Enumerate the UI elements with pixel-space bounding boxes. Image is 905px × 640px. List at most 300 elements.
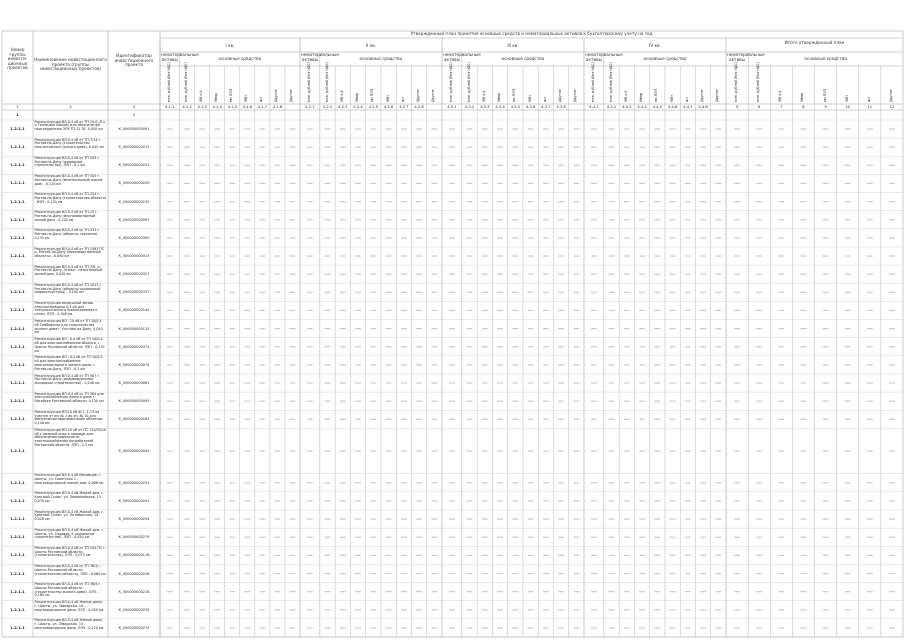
cell-value-mark <box>573 537 579 538</box>
cell-value-mark <box>823 165 829 166</box>
cell-value-mark <box>734 237 740 238</box>
cell-value-mark <box>431 165 437 166</box>
cell-value-mark <box>778 219 784 220</box>
cell-value-mark <box>700 128 706 129</box>
cell-value-mark <box>229 310 235 311</box>
column-number-39: 8 <box>802 104 805 109</box>
cell-value-mark <box>167 401 173 402</box>
cell-value-mark <box>355 274 361 275</box>
cell-value-mark <box>401 128 407 129</box>
cell-value-mark <box>184 609 190 610</box>
cell-value-mark <box>229 555 235 556</box>
cell-value-mark <box>889 573 895 574</box>
cell-value-mark <box>416 555 422 556</box>
cell-value-mark <box>416 401 422 402</box>
cell-value-mark <box>274 219 280 220</box>
cell-value-mark <box>654 482 660 483</box>
column-number-24: 4.3.5 <box>510 104 520 109</box>
cell-value-mark <box>543 255 549 256</box>
cell-value-mark <box>889 419 895 420</box>
cell-value-mark <box>259 346 265 347</box>
cell-value-mark <box>325 609 331 610</box>
cell-value-mark <box>700 591 706 592</box>
cell-value-mark <box>274 237 280 238</box>
cell-value-mark <box>670 346 676 347</box>
row-18-project-id: К_000000000042 <box>118 449 150 454</box>
cell-value-mark <box>778 573 784 574</box>
cell-value-mark <box>370 450 376 451</box>
cell-value-mark <box>889 274 895 275</box>
cell-value-mark <box>654 401 660 402</box>
column-number-37: 6 <box>758 104 761 109</box>
row-3-project-name: Реконструкция ВЛ-0,4 кВ от ТП 343 г. Ростов-на-Дону (жилищное строительство), ЛЭП - 0,1 км <box>34 155 101 168</box>
cell-value-mark <box>845 627 851 628</box>
cell-value-mark <box>340 364 346 365</box>
cell-value-mark <box>325 364 331 365</box>
cell-value-mark <box>845 346 851 347</box>
cell-value-mark <box>639 518 645 519</box>
cell-value-mark <box>889 401 895 402</box>
cell-value-mark <box>214 237 220 238</box>
cell-value-mark <box>244 573 250 574</box>
cell-value-mark <box>244 401 250 402</box>
cell-value-mark <box>467 555 473 556</box>
cell-value-mark <box>199 346 205 347</box>
cell-value-mark <box>867 274 873 275</box>
cell-value-mark <box>274 591 280 592</box>
cell-value-mark <box>639 183 645 184</box>
quarter-1-intangible: нематериальные активы <box>161 52 199 62</box>
column-number-13: 4.2.2 <box>322 104 333 109</box>
cell-value-mark <box>889 482 895 483</box>
cell-value-mark <box>289 310 295 311</box>
cell-value-mark <box>654 292 660 293</box>
column-number-43: 12 <box>889 104 895 109</box>
cell-value-mark <box>325 419 331 420</box>
cell-value-mark <box>609 450 615 451</box>
cell-value-mark <box>609 255 615 256</box>
quarter-4-subcol-9: Другое <box>715 89 720 102</box>
cell-value-mark <box>229 346 235 347</box>
cell-value-mark <box>512 591 518 592</box>
cell-value-mark <box>184 450 190 451</box>
cell-value-mark <box>543 555 549 556</box>
cell-value-mark <box>229 537 235 538</box>
cell-value-mark <box>670 165 676 166</box>
cell-value-mark <box>482 500 488 501</box>
cell-value-mark <box>528 255 534 256</box>
cell-value-mark <box>467 274 473 275</box>
cell-value-mark <box>670 573 676 574</box>
cell-value-mark <box>573 201 579 202</box>
cell-value-mark <box>670 237 676 238</box>
cell-value-mark <box>624 128 630 129</box>
cell-value-mark <box>889 165 895 166</box>
cell-value-mark <box>756 573 762 574</box>
row-13-group: 1.2.1.1 <box>10 344 25 349</box>
cell-value-mark <box>573 555 579 556</box>
cell-value-mark <box>800 201 806 202</box>
cell-value-mark <box>609 328 615 329</box>
cell-value-mark <box>573 482 579 483</box>
cell-value-mark <box>229 450 235 451</box>
cell-value-mark <box>734 183 740 184</box>
cell-value-mark <box>497 500 503 501</box>
cell-value-mark <box>497 346 503 347</box>
quarter-3-subcol-1: млн. рублей (без НДС) <box>448 61 453 102</box>
cell-value-mark <box>289 401 295 402</box>
row-25-group: 1.2.1.1 <box>10 589 25 594</box>
cell-value-mark <box>591 500 597 501</box>
row-0-group: 1 <box>16 112 19 117</box>
cell-value-mark <box>823 382 829 383</box>
cell-value-mark <box>386 328 392 329</box>
cell-value-mark <box>543 518 549 519</box>
cell-value-mark <box>889 609 895 610</box>
cell-value-mark <box>512 627 518 628</box>
cell-value-mark <box>823 518 829 519</box>
cell-value-mark <box>431 255 437 256</box>
quarter-4-subcol-1: млн. рублей (без НДС) <box>590 61 595 102</box>
cell-value-mark <box>449 609 455 610</box>
row-2-group: 1.2.1.1 <box>10 145 25 150</box>
quarter-4-subcol-2: млн. рублей (без НДС) <box>608 61 613 102</box>
cell-value-mark <box>685 147 691 148</box>
row-6-project-name: Реконструкция ВЛ-0,4 кВ от ТП-22 г. Ростов-на-Дону (многоквартирный жилой дом) - 0,120 км <box>34 210 99 222</box>
cell-value-mark <box>756 237 762 238</box>
cell-value-mark <box>244 555 250 556</box>
cell-value-mark <box>867 573 873 574</box>
cell-value-mark <box>184 328 190 329</box>
cell-value-mark <box>184 310 190 311</box>
row-25-project-name: Реконструкция ВЛ-0,4 кВ от ТП 36/4 г. Шахты Ростовской области (строительство жилого дома), ЛЭП - 0,160 км <box>34 582 102 598</box>
cell-value-mark <box>591 627 597 628</box>
cell-value-mark <box>528 382 534 383</box>
quarter-2-subcol-5: км ЛЭП <box>370 88 375 102</box>
cell-value-mark <box>416 450 422 451</box>
cell-value-mark <box>467 128 473 129</box>
row-5-project-id: К_000000000232 <box>118 199 150 204</box>
cell-value-mark <box>340 183 346 184</box>
cell-value-mark <box>573 573 579 574</box>
row-7-project-id: К_000000000300 <box>118 235 150 240</box>
row-22-project-name: Реконструкция ВЛ-0,4 кВ Жилой дом, г. Шахты, ул. Садовая, 8 (жилищное строительство), ЛЭП - 0,050 км <box>34 527 105 540</box>
cell-value-mark <box>800 328 806 329</box>
cell-value-mark <box>591 292 597 293</box>
cell-value-mark <box>229 128 235 129</box>
row-7-group: 1.2.1.1 <box>10 235 25 240</box>
row-12-project-id: К_000000000115 <box>118 326 150 331</box>
cell-value-mark <box>512 609 518 610</box>
cell-value-mark <box>214 310 220 311</box>
cell-value-mark <box>756 450 762 451</box>
cell-value-mark <box>591 573 597 574</box>
cell-value-mark <box>624 346 630 347</box>
cell-value-mark <box>845 573 851 574</box>
cell-value-mark <box>355 364 361 365</box>
cell-value-mark <box>800 555 806 556</box>
cell-value-mark <box>543 419 549 420</box>
cell-value-mark <box>274 328 280 329</box>
cell-value-mark <box>482 401 488 402</box>
cell-value-mark <box>889 537 895 538</box>
cell-value-mark <box>214 419 220 420</box>
cell-value-mark <box>734 482 740 483</box>
cell-value-mark <box>355 500 361 501</box>
cell-value-mark <box>167 274 173 275</box>
cell-value-mark <box>654 346 660 347</box>
cell-value-mark <box>289 591 295 592</box>
cell-value-mark <box>259 537 265 538</box>
cell-value-mark <box>558 401 564 402</box>
row-13-project-id: К_000000000371 <box>118 344 150 349</box>
cell-value-mark <box>778 419 784 420</box>
cell-value-mark <box>685 609 691 610</box>
cell-value-mark <box>325 401 331 402</box>
row-26-project-name: Реконструкция ВЛ-0,4 кВ Жилые дома, г. Шахты, ул. Заводская, 10 - многоквартирные дома, ЛЭП - 0,050 км <box>34 600 104 612</box>
cell-value-mark <box>889 364 895 365</box>
cell-value-mark <box>624 573 630 574</box>
top-banner: Утвержденный план принятия основных средств и нематериальных активов к бухгалтерскому учету на год <box>410 30 653 36</box>
cell-value-mark <box>307 274 313 275</box>
cell-value-mark <box>497 183 503 184</box>
cell-value-mark <box>214 537 220 538</box>
cell-value-mark <box>867 128 873 129</box>
cell-value-mark <box>431 201 437 202</box>
row-8-project-name: Реконструкция ВЛ-0,4 кВ от ТП 1563 ПС р. Ростов-на-Дону (производственные объекты) - 0,090 км <box>34 246 105 259</box>
cell-value-mark <box>416 537 422 538</box>
column-number-8: 4.1.5 <box>227 104 237 109</box>
cell-value-mark <box>756 328 762 329</box>
cell-value-mark <box>167 310 173 311</box>
cell-value-mark <box>609 573 615 574</box>
column-number-12: 4.2.1 <box>305 104 315 109</box>
cell-value-mark <box>734 147 740 148</box>
cell-value-mark <box>734 219 740 220</box>
row-26-group: 1.2.1.1 <box>10 607 25 612</box>
cell-value-mark <box>734 328 740 329</box>
cell-value-mark <box>558 274 564 275</box>
quarter-3-subcol-2: млн. рублей (без НДС) <box>466 61 471 102</box>
cell-value-mark <box>370 627 376 628</box>
cell-value-mark <box>528 518 534 519</box>
cell-value-mark <box>431 237 437 238</box>
cell-value-mark <box>214 219 220 220</box>
cell-value-mark <box>700 183 706 184</box>
cell-value-mark <box>416 310 422 311</box>
cell-value-mark <box>289 609 295 610</box>
cell-value-mark <box>229 627 235 628</box>
cell-value-mark <box>370 219 376 220</box>
row-9-project-name: Реконструкция ВЛ-0,4 кВ от ТП-7/6, р. Ростов-на-Дону. Этажи - пятиэтажный жилой дом, 0,030 км <box>34 264 103 277</box>
cell-value-mark <box>573 328 579 329</box>
cell-value-mark <box>229 500 235 501</box>
cell-value-mark <box>685 128 691 129</box>
cell-value-mark <box>715 401 721 402</box>
cell-value-mark <box>416 237 422 238</box>
cell-value-mark <box>867 555 873 556</box>
cell-value-mark <box>289 165 295 166</box>
cell-value-mark <box>867 627 873 628</box>
cell-value-mark <box>167 419 173 420</box>
quarter-1-subcol-3: МВ×А <box>199 90 204 102</box>
cell-value-mark <box>845 364 851 365</box>
cell-value-mark <box>167 627 173 628</box>
total-intangible: нематериальные активы <box>727 52 765 62</box>
column-number-32: 4.4.5 <box>652 104 662 109</box>
cell-value-mark <box>715 419 721 420</box>
cell-value-mark <box>867 201 873 202</box>
cell-value-mark <box>386 518 392 519</box>
cell-value-mark <box>401 237 407 238</box>
cell-value-mark <box>386 274 392 275</box>
cell-value-mark <box>756 382 762 383</box>
cell-value-mark <box>715 346 721 347</box>
row-16-group: 1.2.1.1 <box>10 399 25 404</box>
cell-value-mark <box>670 627 676 628</box>
cell-value-mark <box>214 401 220 402</box>
cell-value-mark <box>449 591 455 592</box>
cell-value-mark <box>512 128 518 129</box>
cell-value-mark <box>512 401 518 402</box>
quarter-4-fixed-assets: основные средства <box>643 56 687 61</box>
cell-value-mark <box>715 255 721 256</box>
cell-value-mark <box>734 537 740 538</box>
cell-value-mark <box>558 591 564 592</box>
cell-value-mark <box>416 627 422 628</box>
cell-value-mark <box>289 537 295 538</box>
cell-value-mark <box>591 537 597 538</box>
cell-value-mark <box>467 419 473 420</box>
cell-value-mark <box>700 364 706 365</box>
cell-value-mark <box>370 310 376 311</box>
cell-value-mark <box>609 292 615 293</box>
cell-value-mark <box>528 401 534 402</box>
cell-value-mark <box>591 274 597 275</box>
cell-value-mark <box>756 147 762 148</box>
row-3-project-id: К_000000000222 <box>118 163 150 168</box>
cell-value-mark <box>685 500 691 501</box>
cell-value-mark <box>307 292 313 293</box>
column-title-project-name: Наименование инвестиционного проекта (группы инвестиционных проектов) <box>34 57 107 72</box>
cell-value-mark <box>497 419 503 420</box>
cell-value-mark <box>700 165 706 166</box>
cell-value-mark <box>416 165 422 166</box>
cell-value-mark <box>845 482 851 483</box>
cell-value-mark <box>184 555 190 556</box>
cell-value-mark <box>609 128 615 129</box>
row-20-project-name: Реконструкция ВЛ-0,4 кВ Жилой дом, г. Красный Сулин, ул. Первомайская, 15 - 0,070 км <box>34 491 105 503</box>
row-23-project-id: К_000000000116 <box>118 553 150 558</box>
cell-value-mark <box>800 537 806 538</box>
cell-value-mark <box>543 219 549 220</box>
cell-value-mark <box>307 401 313 402</box>
cell-value-mark <box>573 450 579 451</box>
cell-value-mark <box>889 292 895 293</box>
cell-value-mark <box>624 419 630 420</box>
cell-value-mark <box>823 219 829 220</box>
cell-value-mark <box>467 364 473 365</box>
cell-value-mark <box>259 165 265 166</box>
cell-value-mark <box>624 147 630 148</box>
cell-value-mark <box>401 165 407 166</box>
quarter-2-intangible: нематериальные активы <box>301 52 339 62</box>
row-4-group: 1.2.1.1 <box>10 181 25 186</box>
cell-value-mark <box>528 183 534 184</box>
cell-value-mark <box>370 292 376 293</box>
cell-value-mark <box>416 482 422 483</box>
cell-value-mark <box>244 627 250 628</box>
row-23-group: 1.2.1.1 <box>10 553 25 558</box>
cell-value-mark <box>467 537 473 538</box>
cell-value-mark <box>307 482 313 483</box>
cell-value-mark <box>624 591 630 592</box>
cell-value-mark <box>528 128 534 129</box>
cell-value-mark <box>591 147 597 148</box>
column-number-14: 4.2.3 <box>338 104 348 109</box>
column-number-33: 4.4.6 <box>667 104 678 109</box>
cell-value-mark <box>685 450 691 451</box>
cell-value-mark <box>274 255 280 256</box>
cell-value-mark <box>624 518 630 519</box>
cell-value-mark <box>685 518 691 519</box>
cell-value-mark <box>609 401 615 402</box>
cell-value-mark <box>325 591 331 592</box>
cell-value-mark <box>259 201 265 202</box>
cell-value-mark <box>229 382 235 383</box>
cell-value-mark <box>244 382 250 383</box>
cell-value-mark <box>497 219 503 220</box>
cell-value-mark <box>431 518 437 519</box>
cell-value-mark <box>823 627 829 628</box>
cell-value-mark <box>431 219 437 220</box>
cell-value-mark <box>685 328 691 329</box>
cell-value-mark <box>355 147 361 148</box>
cell-value-mark <box>845 292 851 293</box>
cell-value-mark <box>543 500 549 501</box>
cell-value-mark <box>274 274 280 275</box>
cell-value-mark <box>528 555 534 556</box>
cell-value-mark <box>431 292 437 293</box>
cell-value-mark <box>386 500 392 501</box>
cell-value-mark <box>244 591 250 592</box>
cell-value-mark <box>386 401 392 402</box>
cell-value-mark <box>167 555 173 556</box>
cell-value-mark <box>482 219 488 220</box>
column-number-18: 4.2.7 <box>399 104 409 109</box>
cell-value-mark <box>401 382 407 383</box>
cell-value-mark <box>497 401 503 402</box>
cell-value-mark <box>609 237 615 238</box>
cell-value-mark <box>558 382 564 383</box>
cell-value-mark <box>199 591 205 592</box>
cell-value-mark <box>199 500 205 501</box>
cell-value-mark <box>867 292 873 293</box>
cell-value-mark <box>543 328 549 329</box>
cell-value-mark <box>700 555 706 556</box>
cell-value-mark <box>497 292 503 293</box>
cell-value-mark <box>889 219 895 220</box>
row-12-group: 1.2.1.1 <box>10 326 25 331</box>
cell-value-mark <box>654 165 660 166</box>
cell-value-mark <box>355 609 361 610</box>
cell-value-mark <box>734 128 740 129</box>
cell-value-mark <box>274 627 280 628</box>
cell-value-mark <box>325 183 331 184</box>
cell-value-mark <box>528 591 534 592</box>
cell-value-mark <box>482 128 488 129</box>
cell-value-mark <box>355 310 361 311</box>
